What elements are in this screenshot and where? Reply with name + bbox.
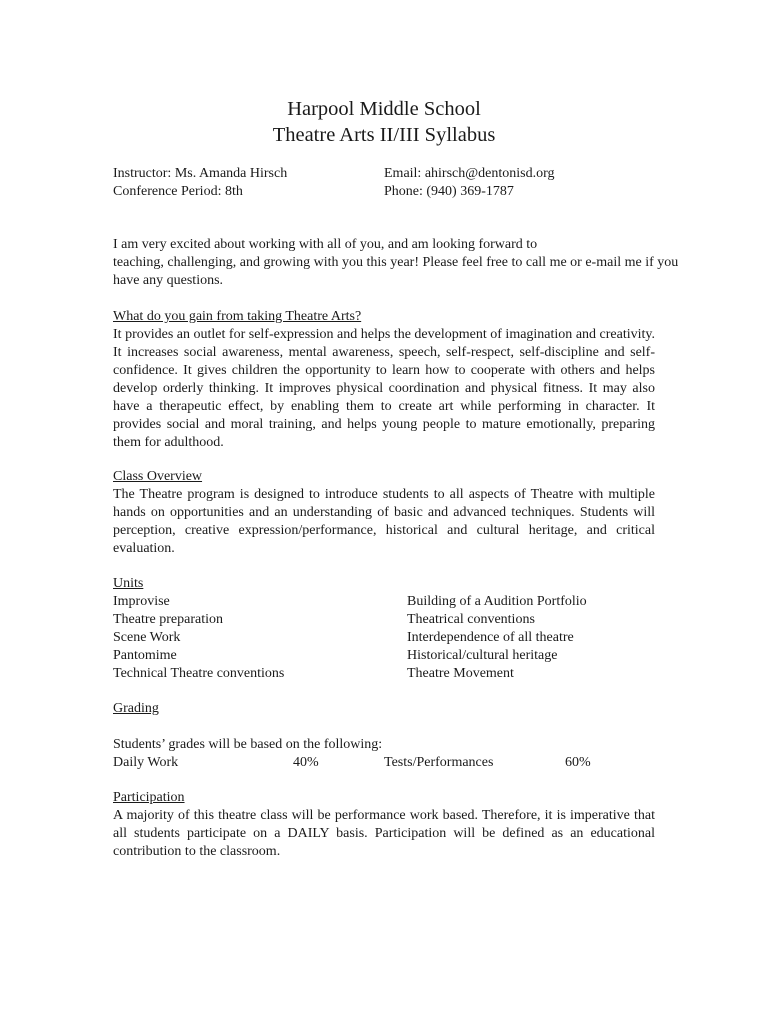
unit-item: Theatre preparation xyxy=(113,612,223,627)
course-title: Theatre Arts II/III Syllabus xyxy=(272,124,496,146)
overview-section xyxy=(113,468,655,558)
gain-body xyxy=(113,326,655,452)
unit-item: Theatre Movement xyxy=(407,666,514,681)
school-name: Harpool Middle School xyxy=(287,98,481,120)
participation-text: A majority of this theatre class will be performance work based. Therefore, it is imperative that all students participate on a DAILY basis. Participation will be defined as an educational contribution to the classroom. xyxy=(113,808,655,859)
gain-text: It provides an outlet for self-expression and helps the development of imagination and creativity. It increases social awareness, mental awareness, speech, self-respect, self-discipline and self-confidence. It gives children the opportunity to learn how to cooperate with others and helps develop orderly thinking. It improves physical coordination and physical fitness. It may also have a therapeutic effect, by enabling them to create art while performing in character. It provides social and moral training, and helps young people to mature emotionally, preparing them for adulthood. xyxy=(113,327,655,450)
unit-item: Scene Work xyxy=(113,630,181,645)
overview-heading: Class Overview xyxy=(113,469,203,484)
grading-intro: Students’ grades will be based on the following: xyxy=(113,737,383,752)
unit-item: Technical Theatre conventions xyxy=(113,666,285,681)
participation-body xyxy=(113,807,655,861)
participation-section xyxy=(113,789,655,861)
phone-line: Phone: (940) 369-1787 xyxy=(384,184,514,199)
unit-item: Building of a Audition Portfolio xyxy=(407,594,587,609)
email-line: Email: ahirsch@dentonisd.org xyxy=(384,166,555,181)
daily-work-percent: 40% xyxy=(293,755,319,770)
participation-heading: Participation xyxy=(113,790,185,805)
conference-line: Conference Period: 8th xyxy=(113,184,243,199)
instructor-line: Instructor: Ms. Amanda Hirsch xyxy=(113,166,288,181)
units-section xyxy=(113,575,655,593)
unit-item: Historical/cultural heritage xyxy=(407,648,558,663)
intro-paragraph: I am very excited about working with all of you, and am looking forward to teaching, challenging, and growing with you this year! Please feel free to call me or e-mail me if you have any questions. xyxy=(113,237,679,288)
unit-item: Pantomime xyxy=(113,648,177,663)
daily-work-label: Daily Work xyxy=(113,755,179,770)
unit-item: Interdependence of all theatre xyxy=(407,630,574,645)
units-left-column xyxy=(113,593,284,683)
units-heading: Units xyxy=(113,576,144,591)
grading-heading: Grading xyxy=(113,701,159,716)
gain-section xyxy=(113,308,655,452)
tests-percent: 60% xyxy=(565,755,591,770)
units-right-column xyxy=(407,593,587,683)
unit-item: Theatrical conventions xyxy=(407,612,535,627)
overview-body xyxy=(113,486,655,558)
tests-label: Tests/Performances xyxy=(384,755,494,770)
gain-heading: What do you gain from taking Theatre Arts? xyxy=(113,309,362,324)
unit-item: Improvise xyxy=(113,594,170,609)
overview-text: The Theatre program is designed to introduce students to all aspects of Theatre with multiple hands on opportunities and an understanding of basic and advanced techniques. Students will perception, creative expression/performance, historical and cultural heritage, and critical evaluation. xyxy=(113,487,655,556)
